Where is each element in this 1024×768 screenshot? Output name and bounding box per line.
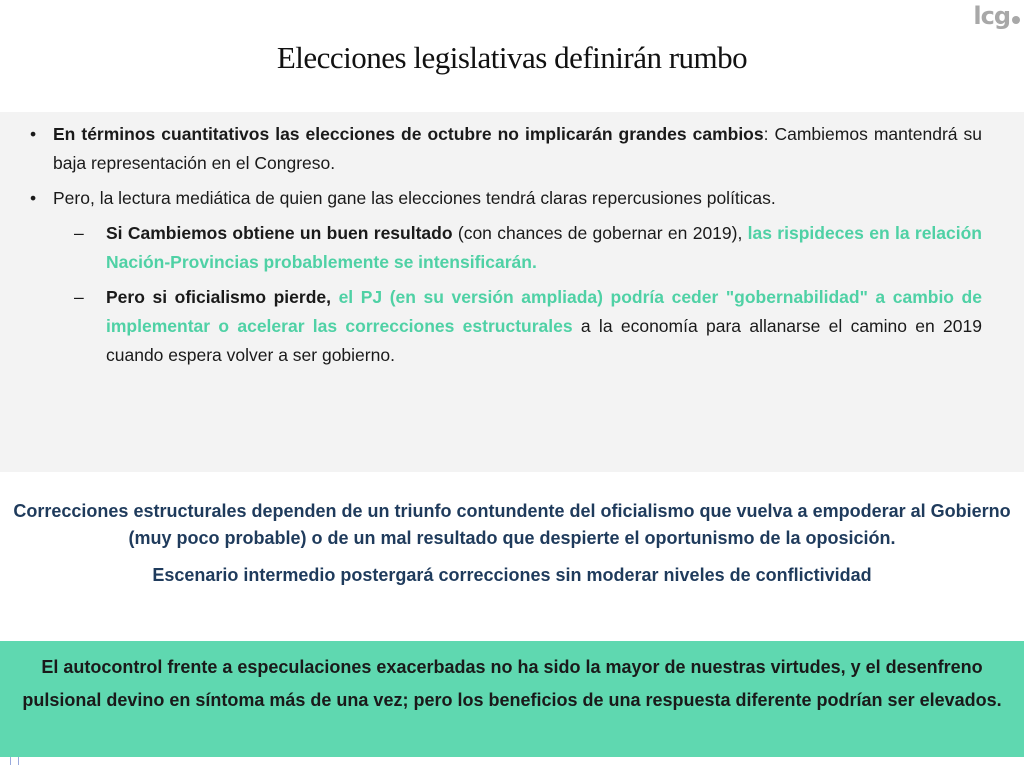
bullet-icon: • bbox=[30, 188, 37, 208]
summary-line: Escenario intermedio postergará correcciones sin moderar niveles de conflictividad bbox=[152, 565, 872, 585]
sub-bullet-item bbox=[28, 283, 982, 370]
logo-text: lcg bbox=[973, 2, 1010, 30]
sub-bullet-highlight: las rispideces en la relación Nación-Provincias probablemente se intensificarán. bbox=[106, 223, 982, 272]
summary-line: Correcciones estructurales dependen de un triunfo contundente del oficialismo que vuelva a empoderar al Gobierno (muy poco probable) o de un mal resultado que despierte el oportunismo de la oposición. bbox=[13, 501, 1011, 548]
conclusion-band bbox=[0, 641, 1024, 757]
logo-dot-icon bbox=[1012, 16, 1020, 24]
dash-icon: – bbox=[74, 287, 84, 307]
sub-bullet-item bbox=[28, 219, 982, 277]
sub-bullet-text: a la economía para allanarse el camino en 2019 cuando espera volver a ser gobierno. bbox=[106, 316, 982, 365]
slide-title: Elecciones legislativas definirán rumbo bbox=[276, 40, 748, 75]
bullet-item bbox=[28, 120, 982, 178]
bullet-bold-text: En términos cuantitativos las elecciones de octubre no implicarán grandes cambios bbox=[53, 124, 764, 144]
content-box bbox=[0, 112, 1024, 472]
bullet-icon: • bbox=[30, 124, 37, 144]
bullet-text: Pero, la lectura mediática de quien gane las elecciones tendrá claras repercusiones políticas. bbox=[53, 188, 776, 208]
footer-tick bbox=[10, 757, 11, 765]
sub-bullet-highlight: el PJ (en su versión ampliada) podría ceder "gobernabilidad" a cambio de implementar o acelerar las correcciones estructurales bbox=[106, 287, 982, 336]
conclusion-text: El autocontrol frente a especulaciones exacerbadas no ha sido la mayor de nuestras virtudes, y el desenfreno pulsional devino en síntoma más de una vez; pero los beneficios de una respuesta diferente podrían ser elevados. bbox=[22, 657, 1002, 710]
dash-icon: – bbox=[74, 223, 84, 243]
sub-bullet-text bbox=[331, 287, 339, 307]
sub-bullet-text: (con chances de gobernar en 2019), bbox=[452, 223, 748, 243]
bullet-text: : Cambiemos mantendrá su baja representación en el Congreso. bbox=[53, 124, 982, 173]
sub-bullet-bold-text: Si Cambiemos obtiene un buen resultado bbox=[106, 223, 453, 243]
bullet-list bbox=[28, 120, 982, 376]
summary-block bbox=[0, 498, 1024, 599]
bullet-item bbox=[28, 184, 982, 213]
lcg-logo bbox=[973, 2, 1020, 30]
sub-bullet-bold-text: Pero si oficialismo pierde, bbox=[106, 287, 331, 307]
footer-tick bbox=[18, 757, 19, 765]
